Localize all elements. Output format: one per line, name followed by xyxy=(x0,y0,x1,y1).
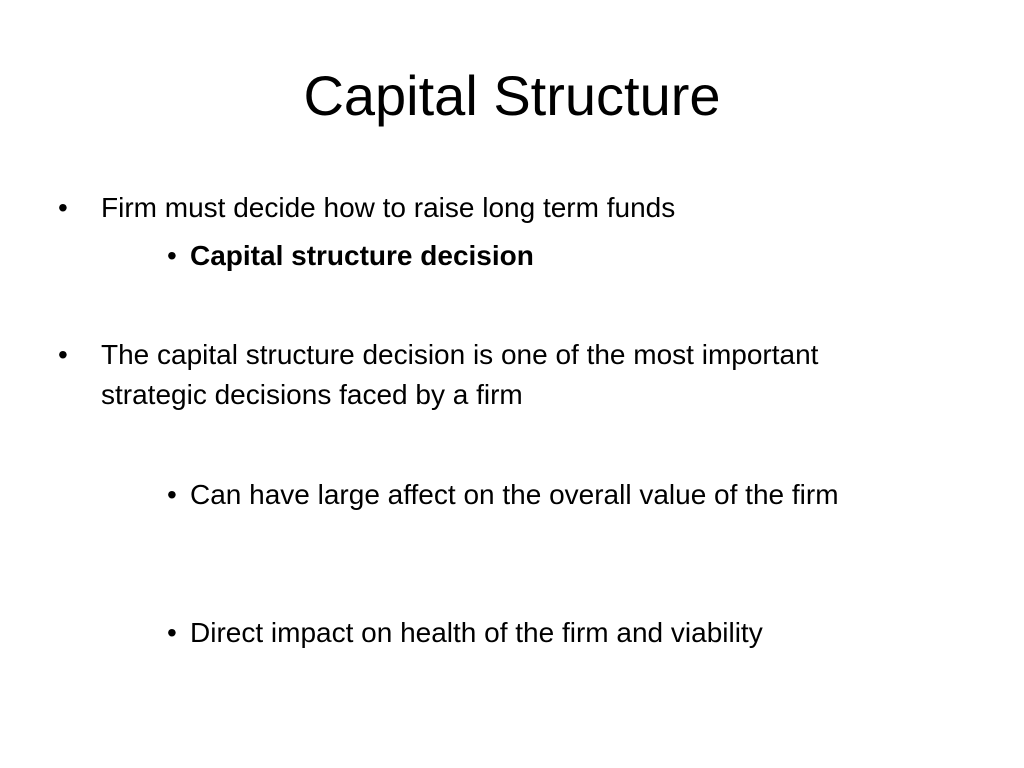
bullet-text: The capital structure decision is one of the most important strategic decisions faced by a firm xyxy=(101,339,819,410)
sub-bullet-text: Direct impact on health of the firm and viability xyxy=(190,617,763,648)
sub-bullet-text: Capital structure decision xyxy=(190,240,534,271)
bullet-text: Firm must decide how to raise long term funds xyxy=(101,192,676,223)
bullet-dot-icon: • xyxy=(167,479,177,510)
slide-title: Capital Structure xyxy=(303,64,721,127)
bullet-dot-icon: • xyxy=(58,339,68,370)
bullet-dot-icon: • xyxy=(167,617,177,648)
bullet-dot-icon: • xyxy=(167,240,177,271)
sub-bullet-text: Can have large affect on the overall value of the firm xyxy=(190,479,839,510)
bullet-dot-icon: • xyxy=(58,192,68,223)
